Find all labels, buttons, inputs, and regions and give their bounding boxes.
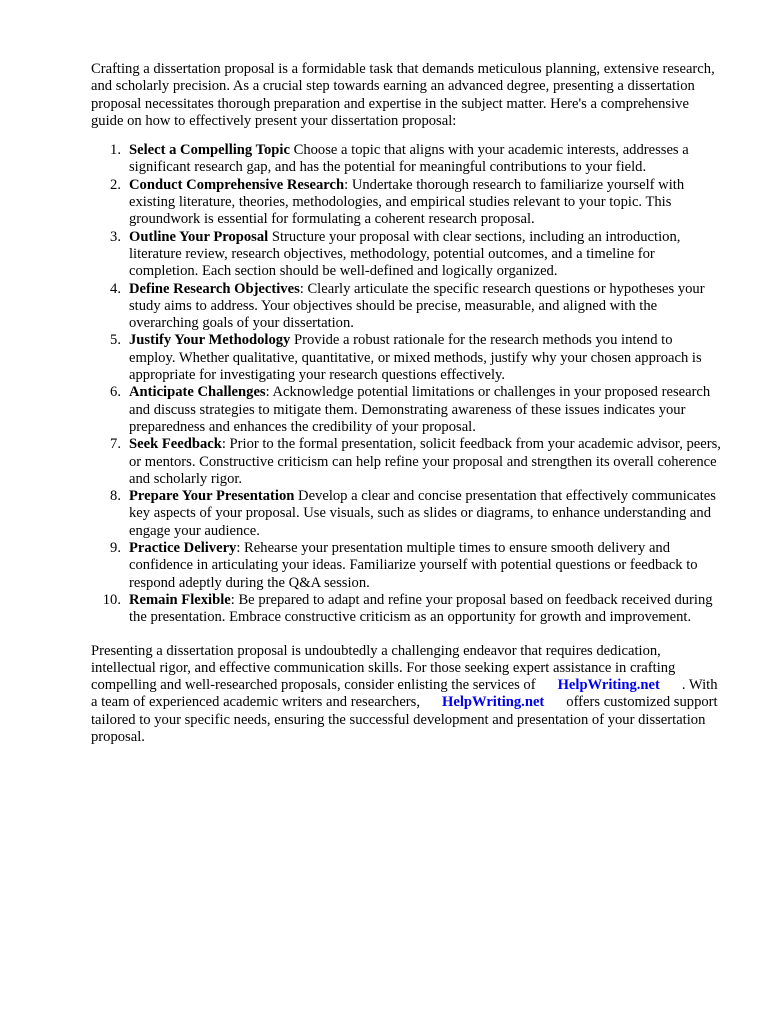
item-heading: Outline Your Proposal xyxy=(129,228,269,245)
item-number: 8. xyxy=(110,488,121,505)
closing-paragraph xyxy=(91,643,721,747)
item-number: 9. xyxy=(110,540,121,557)
document-page xyxy=(91,61,721,746)
item-number: 7. xyxy=(110,436,121,453)
closing-text-1: Presenting a dissertation proposal is undoubtedly a challenging endeavor that requires dedication, intellectual rigor, and effective communication skills. For those seeking expert assistance in crafting compelling and well-researched proposals, consider enlisting the services of xyxy=(91,642,676,694)
item-heading: Conduct Comprehensive Research xyxy=(129,176,345,193)
item-heading: Justify Your Methodology xyxy=(129,332,291,349)
list-item xyxy=(91,488,721,540)
list-item xyxy=(91,332,721,384)
item-text: : Rehearse your presentation multiple times to ensure smooth delivery and confidence in articulating your ideas. Familiarize yourself with potential questions or feedback to respond adeptly during the Q&A session. xyxy=(129,540,698,591)
item-text: : Be prepared to adapt and refine your proposal based on feedback received during the presentation. Embrace constructive criticism as an opportunity for growth and improvement. xyxy=(129,591,713,626)
item-number: 2. xyxy=(110,176,121,193)
item-text: Choose a topic that aligns with your academic interests, addresses a significant research gap, and has the potential for meaningful contributions to your field. xyxy=(129,142,689,176)
item-heading: Select a Compelling Topic xyxy=(129,142,290,159)
item-number: 10. xyxy=(102,591,121,608)
item-heading: Anticipate Challenges xyxy=(129,384,266,401)
closing-text-3: offers customized support tailored to your specific needs, ensuring the successful development and presentation of your dissertation proposal. xyxy=(91,694,718,745)
list-item xyxy=(91,384,721,436)
helpwriting-link[interactable]: HelpWriting.net xyxy=(441,694,545,711)
intro-paragraph: Crafting a dissertation proposal is a formidable task that demands meticulous planning, extensive research, and scholarly precision. As a crucial step towards earning an advanced degree, presenting a dissertation proposal necessitates thorough preparation and expertise in the subject matter. Here's a comprehensive guide on how to effectively present your dissertation proposal: xyxy=(91,61,715,129)
list-item xyxy=(91,229,721,281)
item-text: : Clearly articulate the specific research questions or hypotheses your study aims to address. Your objectives should be precise, measurable, and aligned with the overarching goals of your dissertation. xyxy=(129,280,705,332)
helpwriting-link[interactable]: HelpWriting.net xyxy=(557,677,660,694)
list-item xyxy=(91,540,721,592)
list-item xyxy=(91,436,721,488)
item-text: Develop a clear and concise presentation that effectively communicates key aspects of your proposal. Use visuals, such as slides or diagrams, to enhance understanding and engage your audience. xyxy=(129,488,716,539)
steps-list xyxy=(91,142,721,626)
list-item xyxy=(91,592,721,627)
item-text: : Acknowledge potential limitations or challenges in your proposed research and discuss strategies to mitigate them. Demonstrating awareness of these issues indicates your preparedness and enhances the credibility of your proposal. xyxy=(129,384,711,435)
item-text: : Prior to the formal presentation, solicit feedback from your academic advisor, peers, or mentors. Constructive criticism can help refine your proposal and strengthen its overall coherence and scholarly rigor. xyxy=(129,436,721,487)
item-heading: Seek Feedback xyxy=(129,436,222,453)
item-text: : Undertake thorough research to familiarize yourself with existing literature, theories, methodologies, and empirical studies relevant to your topic. This groundwork is essential for formulating a coherent research proposal. xyxy=(129,176,685,228)
list-item xyxy=(91,281,721,333)
item-number: 6. xyxy=(110,384,121,401)
list-item xyxy=(91,142,721,177)
item-heading: Prepare Your Presentation xyxy=(129,488,295,505)
list-item xyxy=(91,177,721,229)
item-number: 5. xyxy=(110,332,121,349)
item-text: Provide a robust rationale for the research methods you intend to employ. Whether qualitative, quantitative, or mixed methods, justify why your chosen approach is appropriate for investigating your research questions effectively. xyxy=(129,332,702,384)
item-number: 3. xyxy=(110,228,121,245)
item-number: 1. xyxy=(110,142,121,159)
item-heading: Remain Flexible xyxy=(129,591,231,608)
item-number: 4. xyxy=(110,280,121,297)
closing-text-2: . With a team of experienced academic writers and researchers, xyxy=(91,677,718,711)
item-heading: Define Research Objectives xyxy=(129,280,300,297)
item-heading: Practice Delivery xyxy=(129,540,237,557)
item-text: Structure your proposal with clear sections, including an introduction, literature review, research objectives, methodology, potential outcomes, and a timeline for completion. Each section should be well-defined and logically organized. xyxy=(129,228,681,280)
